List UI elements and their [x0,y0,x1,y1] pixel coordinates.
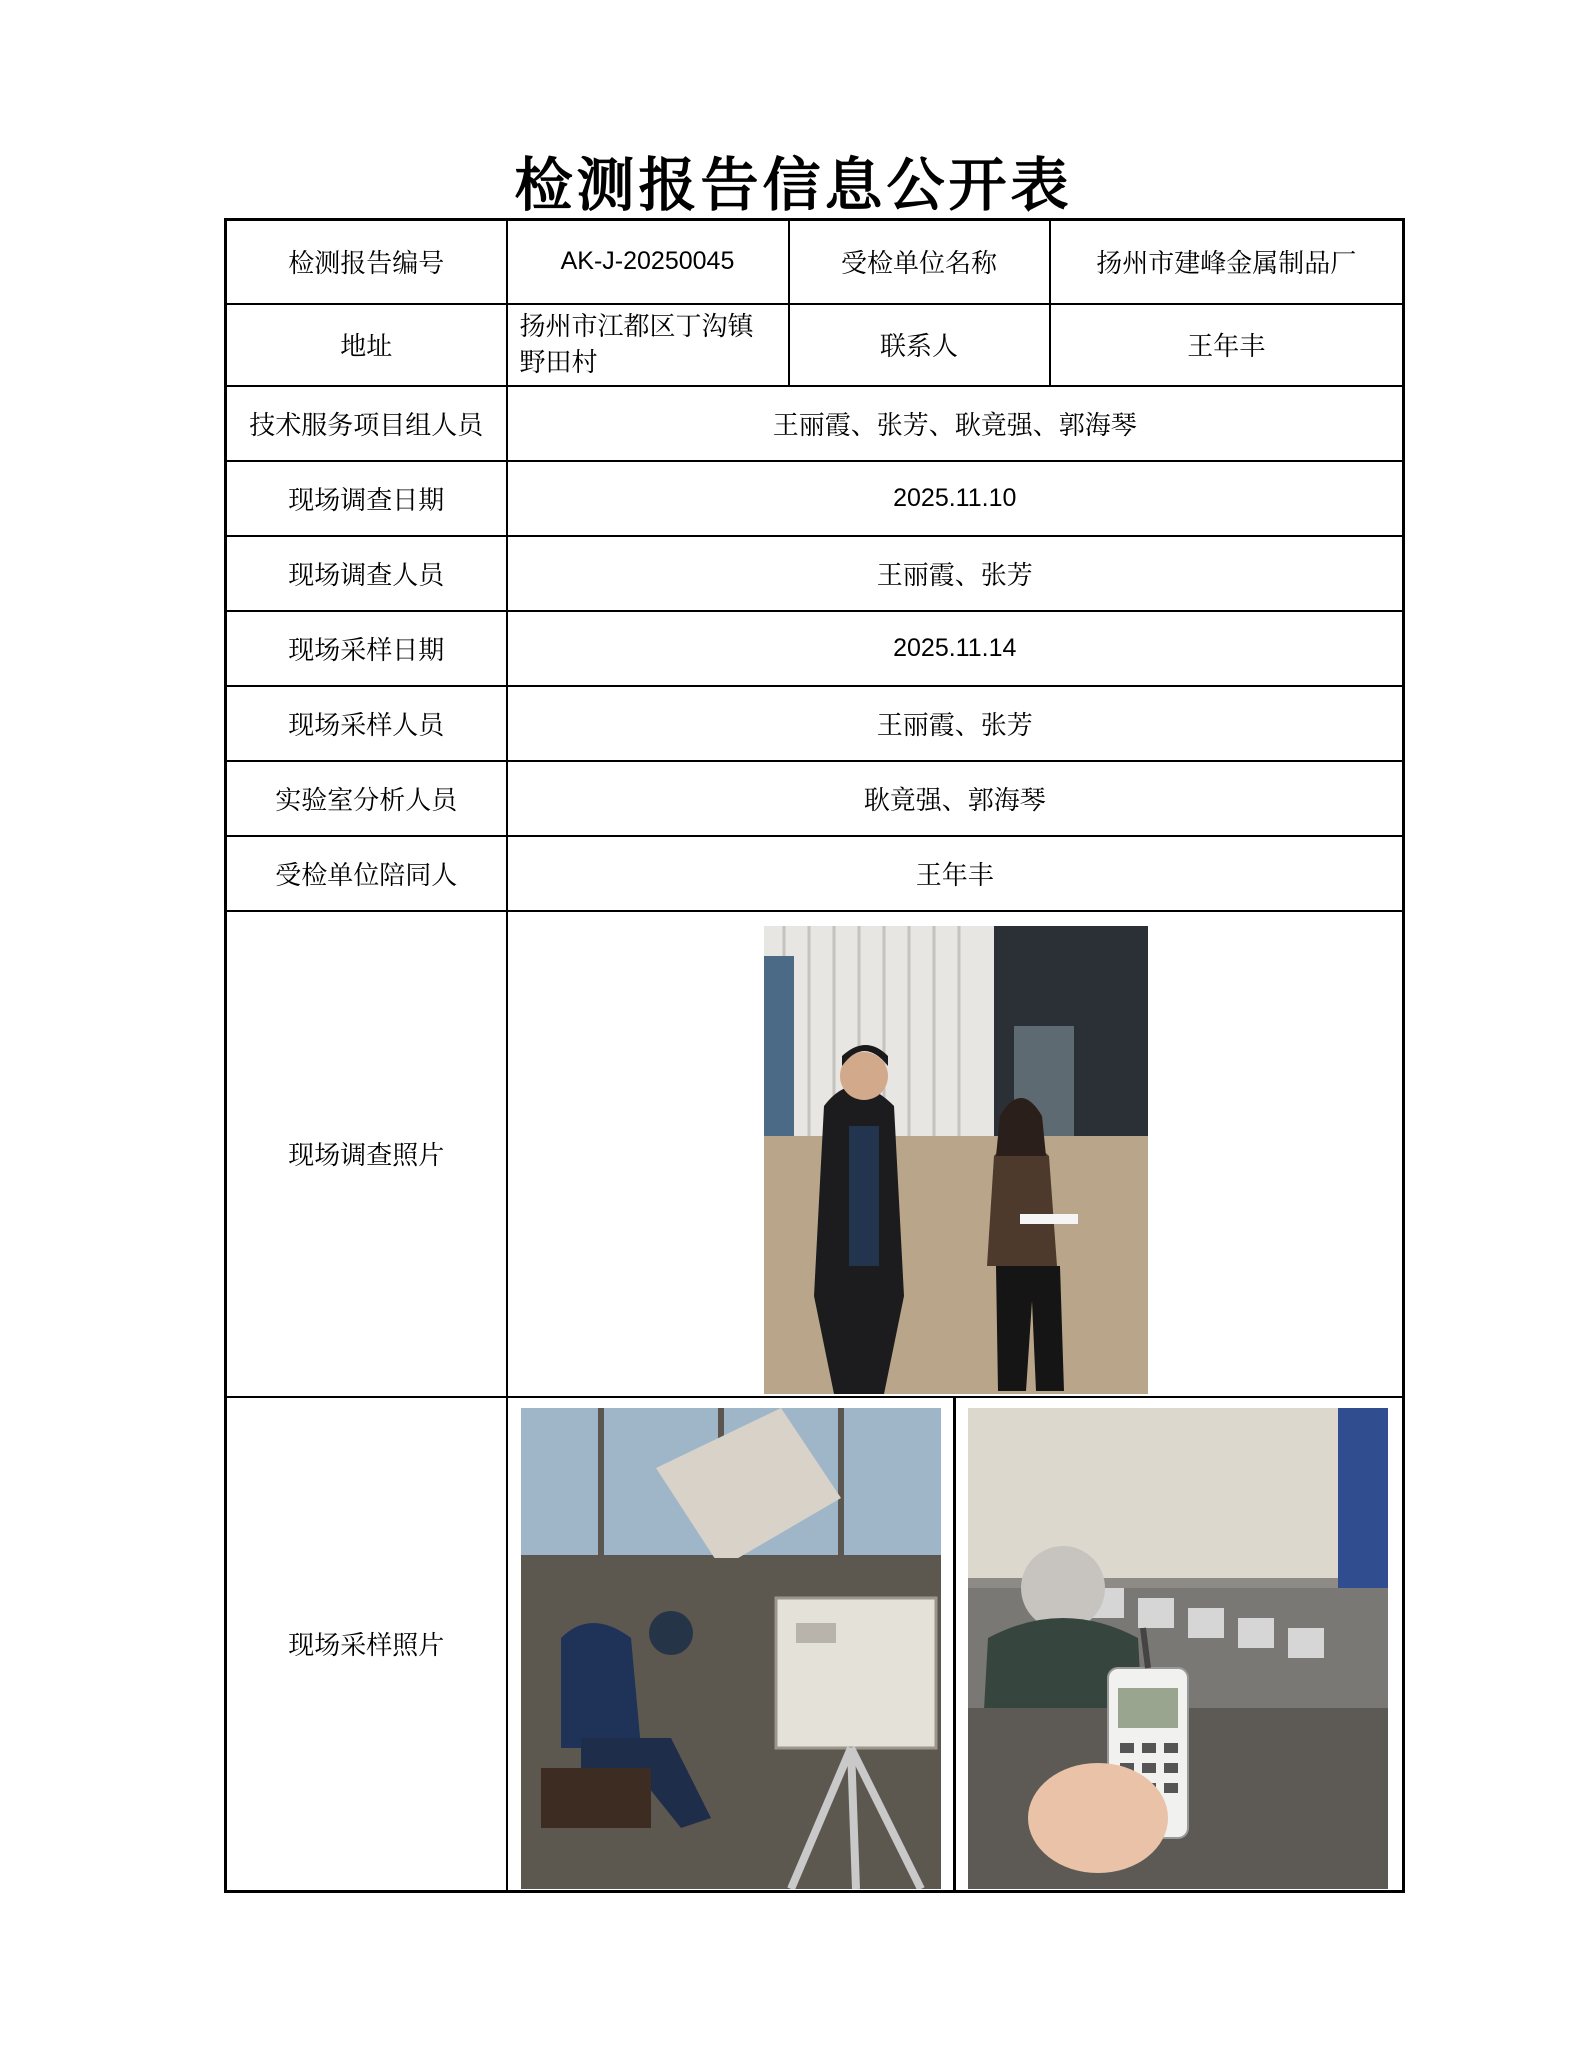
page-title: 检测报告信息公开表 [514,151,1073,219]
report-no-value: AK-J-20250045 [507,220,789,304]
unit-name-label: 受检单位名称 [789,220,1050,304]
sampling-photo-noise-meter [968,1408,1388,1889]
team-value: 王丽霞、张芳、耿竟强、郭海琴 [507,386,1404,461]
sampling-photo-label: 现场采样照片 [226,1397,507,1892]
lab-staff-label: 实验室分析人员 [226,761,507,836]
survey-photo [764,926,1148,1394]
table-row [226,611,1404,686]
survey-staff-value: 王丽霞、张芳 [507,536,1404,611]
survey-photo-cell [507,911,1404,1397]
table-row [226,386,1404,461]
photo-divider [953,1398,956,1892]
survey-date-value: 2025.11.10 [507,461,1404,536]
table-row [226,761,1404,836]
contact-value: 王年丰 [1050,304,1404,386]
table-row [226,686,1404,761]
table-row [226,911,1404,1397]
survey-date-label: 现场调查日期 [226,461,507,536]
escort-value: 王年丰 [507,836,1404,911]
team-label: 技术服务项目组人员 [226,386,507,461]
unit-name-value: 扬州市建峰金属制品厂 [1050,220,1404,304]
escort-label: 受检单位陪同人 [226,836,507,911]
sampling-date-label: 现场采样日期 [226,611,507,686]
report-no-label: 检测报告编号 [226,220,507,304]
sampling-date-value: 2025.11.14 [507,611,1404,686]
sampling-staff-label: 现场采样人员 [226,686,507,761]
lab-staff-value: 耿竟强、郭海琴 [507,761,1404,836]
table-row [226,836,1404,911]
sampling-photos-cell [507,1397,1404,1892]
table-row [226,304,1404,386]
report-info-table [224,218,1405,1893]
sampling-photo-welding [521,1408,941,1889]
table-row [226,220,1404,304]
table-row [226,461,1404,536]
survey-photo-label: 现场调查照片 [226,911,507,1397]
survey-staff-label: 现场调查人员 [226,536,507,611]
table-row [226,536,1404,611]
address-value: 扬州市江都区丁沟镇野田村 [507,304,789,386]
table-row [226,1397,1404,1892]
contact-label: 联系人 [789,304,1050,386]
address-label: 地址 [226,304,507,386]
sampling-staff-value: 王丽霞、张芳 [507,686,1404,761]
